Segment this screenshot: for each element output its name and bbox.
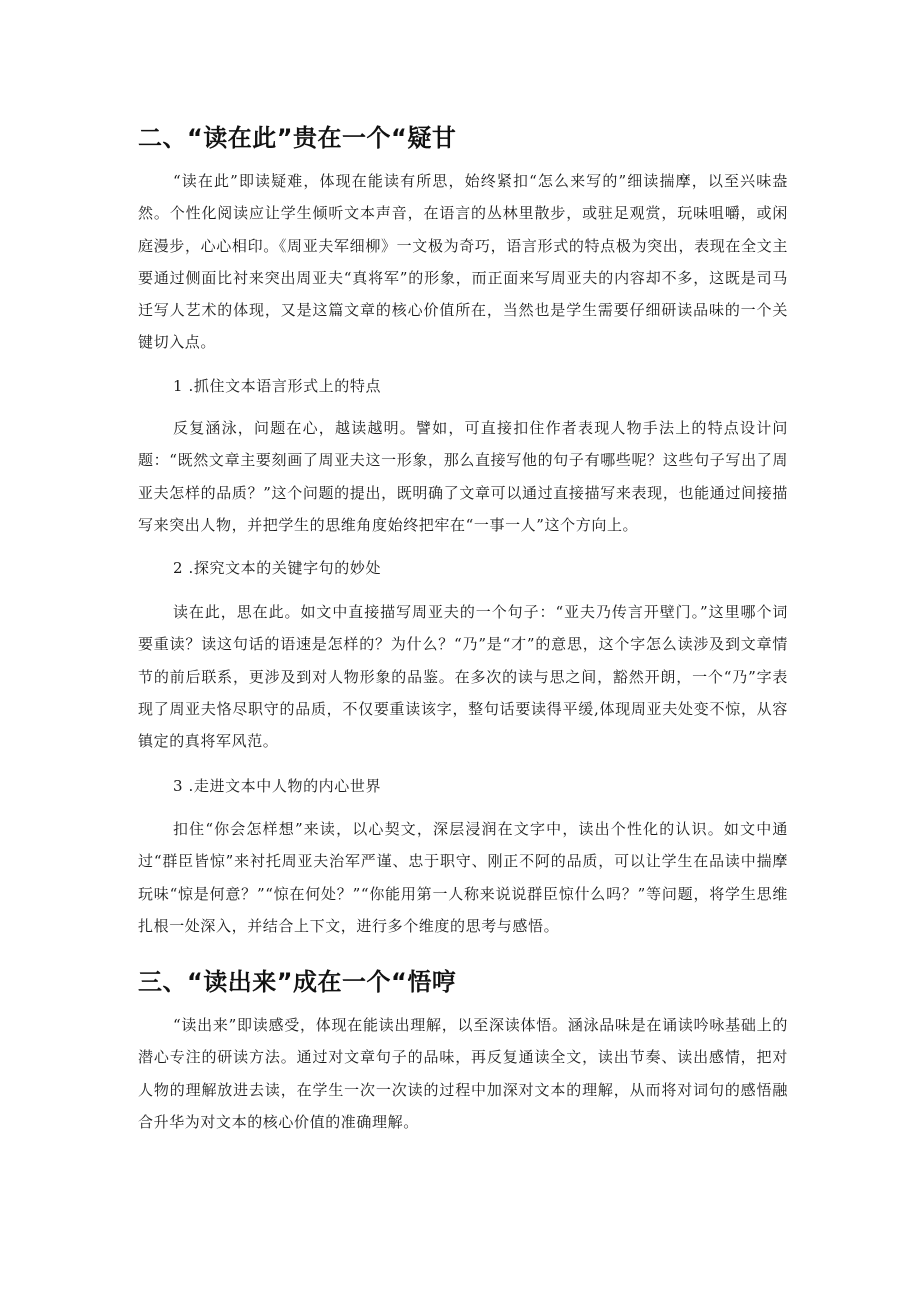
point-three-paragraph: 扣住“你会怎样想”来读，以心契文，深层浸润在文字中，读出个性化的认识。如文中通过“群臣皆惊”来衬托周亚夫治军严谨、忠于职守、刚正不阿的品质，可以让学生在品读中揣摩玩味“惊是何意？”“惊在何处？”“你能用第一人称来说说群臣惊什么吗？”等问题，将学生思维扎根一处深入，并结合上下文，进行多个维度的思考与感悟。 [138,820,788,935]
point-two-title: 2 .探究文本的关键字句的妙处 [173,559,382,577]
section-three-intro-paragraph: “读出来”即读感受，体现在能读出理解，以至深读体悟。涵泳品味是在诵读吟咏基础上的潜心专注的研读方法。通过对文章句子的品味，再反复通读全文，读出节奏、读出感情，把对人物的理解放进去读，在学生一次一次读的过程中加深对文本的理解，从而将对词句的感悟融合升华为对文本的核心价值的准确理解。 [138,1016,788,1131]
point-one-title: 1 .抓住文本语言形式上的特点 [173,377,382,395]
point-two-paragraph: 读在此，思在此。如文中直接描写周亚夫的一个句子：“亚夫乃传言开壁门。”这里哪个词要重读？读这句话的语速是怎样的？为什么？“乃”是“才”的意思，这个字怎么读涉及到文章情节的前后联系，更涉及到对人物形象的品鉴。在多次的读与思之间，豁然开朗，一个“乃”字表现了周亚夫恪尽职守的品质，不仅要重读该字，整句话要读得平缓,体现周亚夫处变不惊，从容镇定的真将军风范。 [138,603,788,751]
point-three-title: 3 .走进文本中人物的内心世界 [173,777,382,795]
section-two-intro-paragraph: “读在此”即读疑难，体现在能读有所思，始终紧扣“怎么来写的”细读揣摩，以至兴味盎然。个性化阅读应让学生倾听文本声音，在语言的丛林里散步，或驻足观赏，玩味咀嚼，或闲庭漫步，心心相印。《周亚夫军细柳》一文极为奇巧，语言形式的特点极为突出，表现在全文主要通过侧面比衬来突出周亚夫“真将军”的形象，而正面来写周亚夫的内容却不多，这既是司马迁写人艺术的体现，又是这篇文章的核心价值所在，当然也是学生需要仔细研读品味的一个关键切入点。 [138,172,788,352]
section-two-heading: 二、“读在此”贵在一个“疑甘 [138,124,457,152]
point-one-paragraph: 反复涵泳，问题在心，越读越明。譬如，可直接扣住作者表现人物手法上的特点设计问题：“既然文章主要刻画了周亚夫这一形象，那么直接写他的句子有哪些呢？这些句子写出了周亚夫怎样的品质？”这个问题的提出，既明确了文章可以通过直接描写来表现，也能通过间接描写来突出人物，并把学生的思维角度始终把牢在“一事一人”这个方向上。 [138,419,788,534]
section-three-heading: 三、“读出来”成在一个“悟哼 [138,968,457,996]
